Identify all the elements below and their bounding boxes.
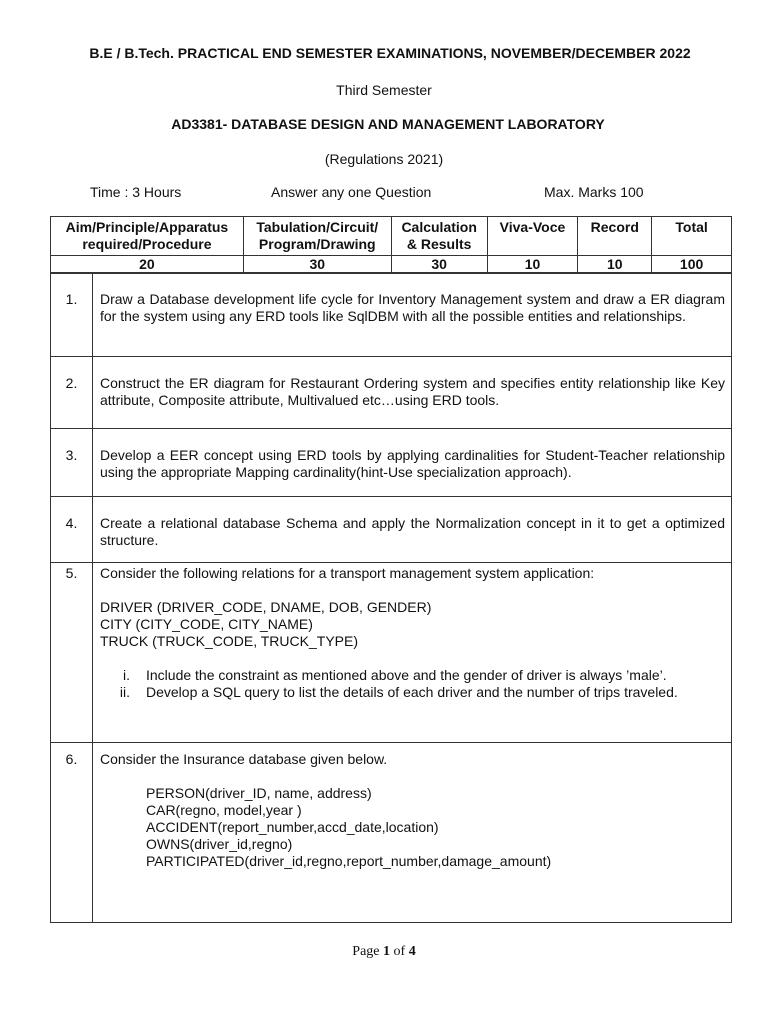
relation-schema: ACCIDENT(report_number,accd_date,location) — [146, 819, 439, 835]
current-page: 1 — [383, 944, 391, 959]
question-text: Create a relational database Schema and apply the Normalization concept in it to get a optimized structure. — [93, 497, 732, 563]
question-content — [93, 743, 732, 923]
marks-value-cell: 100 — [652, 256, 732, 274]
question-number: 3. — [51, 429, 93, 497]
question-row — [51, 497, 732, 563]
sub-question — [100, 684, 725, 701]
question-number: 6. — [51, 743, 93, 923]
page-footer: Page 1 of 4 — [352, 944, 416, 959]
max-marks: Max. Marks 100 — [544, 184, 644, 200]
question-number: 5. — [51, 563, 93, 743]
relation-schema: PARTICIPATED(driver_id,regno,report_number,damage_amount) — [146, 853, 552, 869]
marks-value-cell: 10 — [578, 256, 652, 274]
relation-schema: DRIVER (DRIVER_CODE, DNAME, DOB, GENDER) — [100, 599, 432, 615]
questions-table — [50, 272, 732, 923]
question-text: Construct the ER diagram for Restaurant Ordering system and specifies entity relationship like Key attribute, Composite attribute, Multivalued etc…using ERD tools. — [93, 357, 732, 429]
subject-title: AD3381- DATABASE DESIGN AND MANAGEMENT LABORATORY — [171, 116, 605, 132]
exam-instruction: Answer any one Question — [271, 184, 432, 200]
marks-header-cell: Tabulation/Circuit/ Program/Drawing — [243, 217, 391, 256]
question-row — [51, 743, 732, 923]
sub-question — [100, 667, 725, 684]
relation-schema: CAR(regno, model,year ) — [146, 802, 302, 818]
marks-value-cell: 10 — [487, 256, 578, 274]
relation-schema: OWNS(driver_id,regno) — [146, 836, 293, 852]
marks-distribution-table — [50, 216, 732, 274]
marks-value-cell: 30 — [391, 256, 487, 274]
question-content — [93, 563, 732, 743]
marks-value-cell: 30 — [243, 256, 391, 274]
question-intro: Consider the Insurance database given below. — [100, 751, 388, 767]
sub-question-marker: ii. — [119, 684, 130, 700]
question-row — [51, 429, 732, 497]
question-intro: Consider the following relations for a transport management system application: — [100, 565, 595, 581]
marks-header-cell: Aim/Principle/Apparatus required/Procedure — [51, 217, 244, 256]
question-number: 4. — [51, 497, 93, 563]
question-row — [51, 563, 732, 743]
marks-header-row — [51, 217, 732, 256]
question-text: Develop a EER concept using ERD tools by applying cardinalities for Student-Teacher relationship using the appropriate Mapping cardinality(hint-Use specialization approach). — [93, 429, 732, 497]
marks-header-cell: Viva-Voce — [487, 217, 578, 256]
marks-values-row — [51, 256, 732, 274]
sub-question-marker: i. — [123, 667, 130, 683]
exam-title: B.E / B.Tech. PRACTICAL END SEMESTER EXAMINATIONS, NOVEMBER/DECEMBER 2022 — [89, 45, 691, 61]
semester-label: Third Semester — [336, 82, 432, 98]
question-row — [51, 273, 732, 357]
sub-question-text: Include the constraint as mentioned above and the gender of driver is always ’male’. — [146, 667, 667, 683]
relation-schema: CITY (CITY_CODE, CITY_NAME) — [100, 616, 313, 632]
question-row — [51, 357, 732, 429]
question-number: 1. — [51, 273, 93, 357]
marks-header-cell: Total — [652, 217, 732, 256]
marks-header-cell: Calculation & Results — [391, 217, 487, 256]
relation-schema: PERSON(driver_ID, name, address) — [146, 785, 372, 801]
marks-header-cell: Record — [578, 217, 652, 256]
sub-question-text: Develop a SQL query to list the details of each driver and the number of trips traveled. — [146, 684, 678, 700]
relation-schema: TRUCK (TRUCK_CODE, TRUCK_TYPE) — [100, 633, 358, 649]
question-number: 2. — [51, 357, 93, 429]
marks-value-cell: 20 — [51, 256, 244, 274]
total-pages: 4 — [408, 944, 416, 959]
regulations-label: (Regulations 2021) — [324, 151, 444, 167]
question-text: Draw a Database development life cycle for Inventory Management system and draw a ER diagram for the system using any ERD tools like SqlDBM with all the possible entities and relationships. — [93, 273, 732, 357]
exam-duration: Time : 3 Hours — [90, 184, 182, 200]
